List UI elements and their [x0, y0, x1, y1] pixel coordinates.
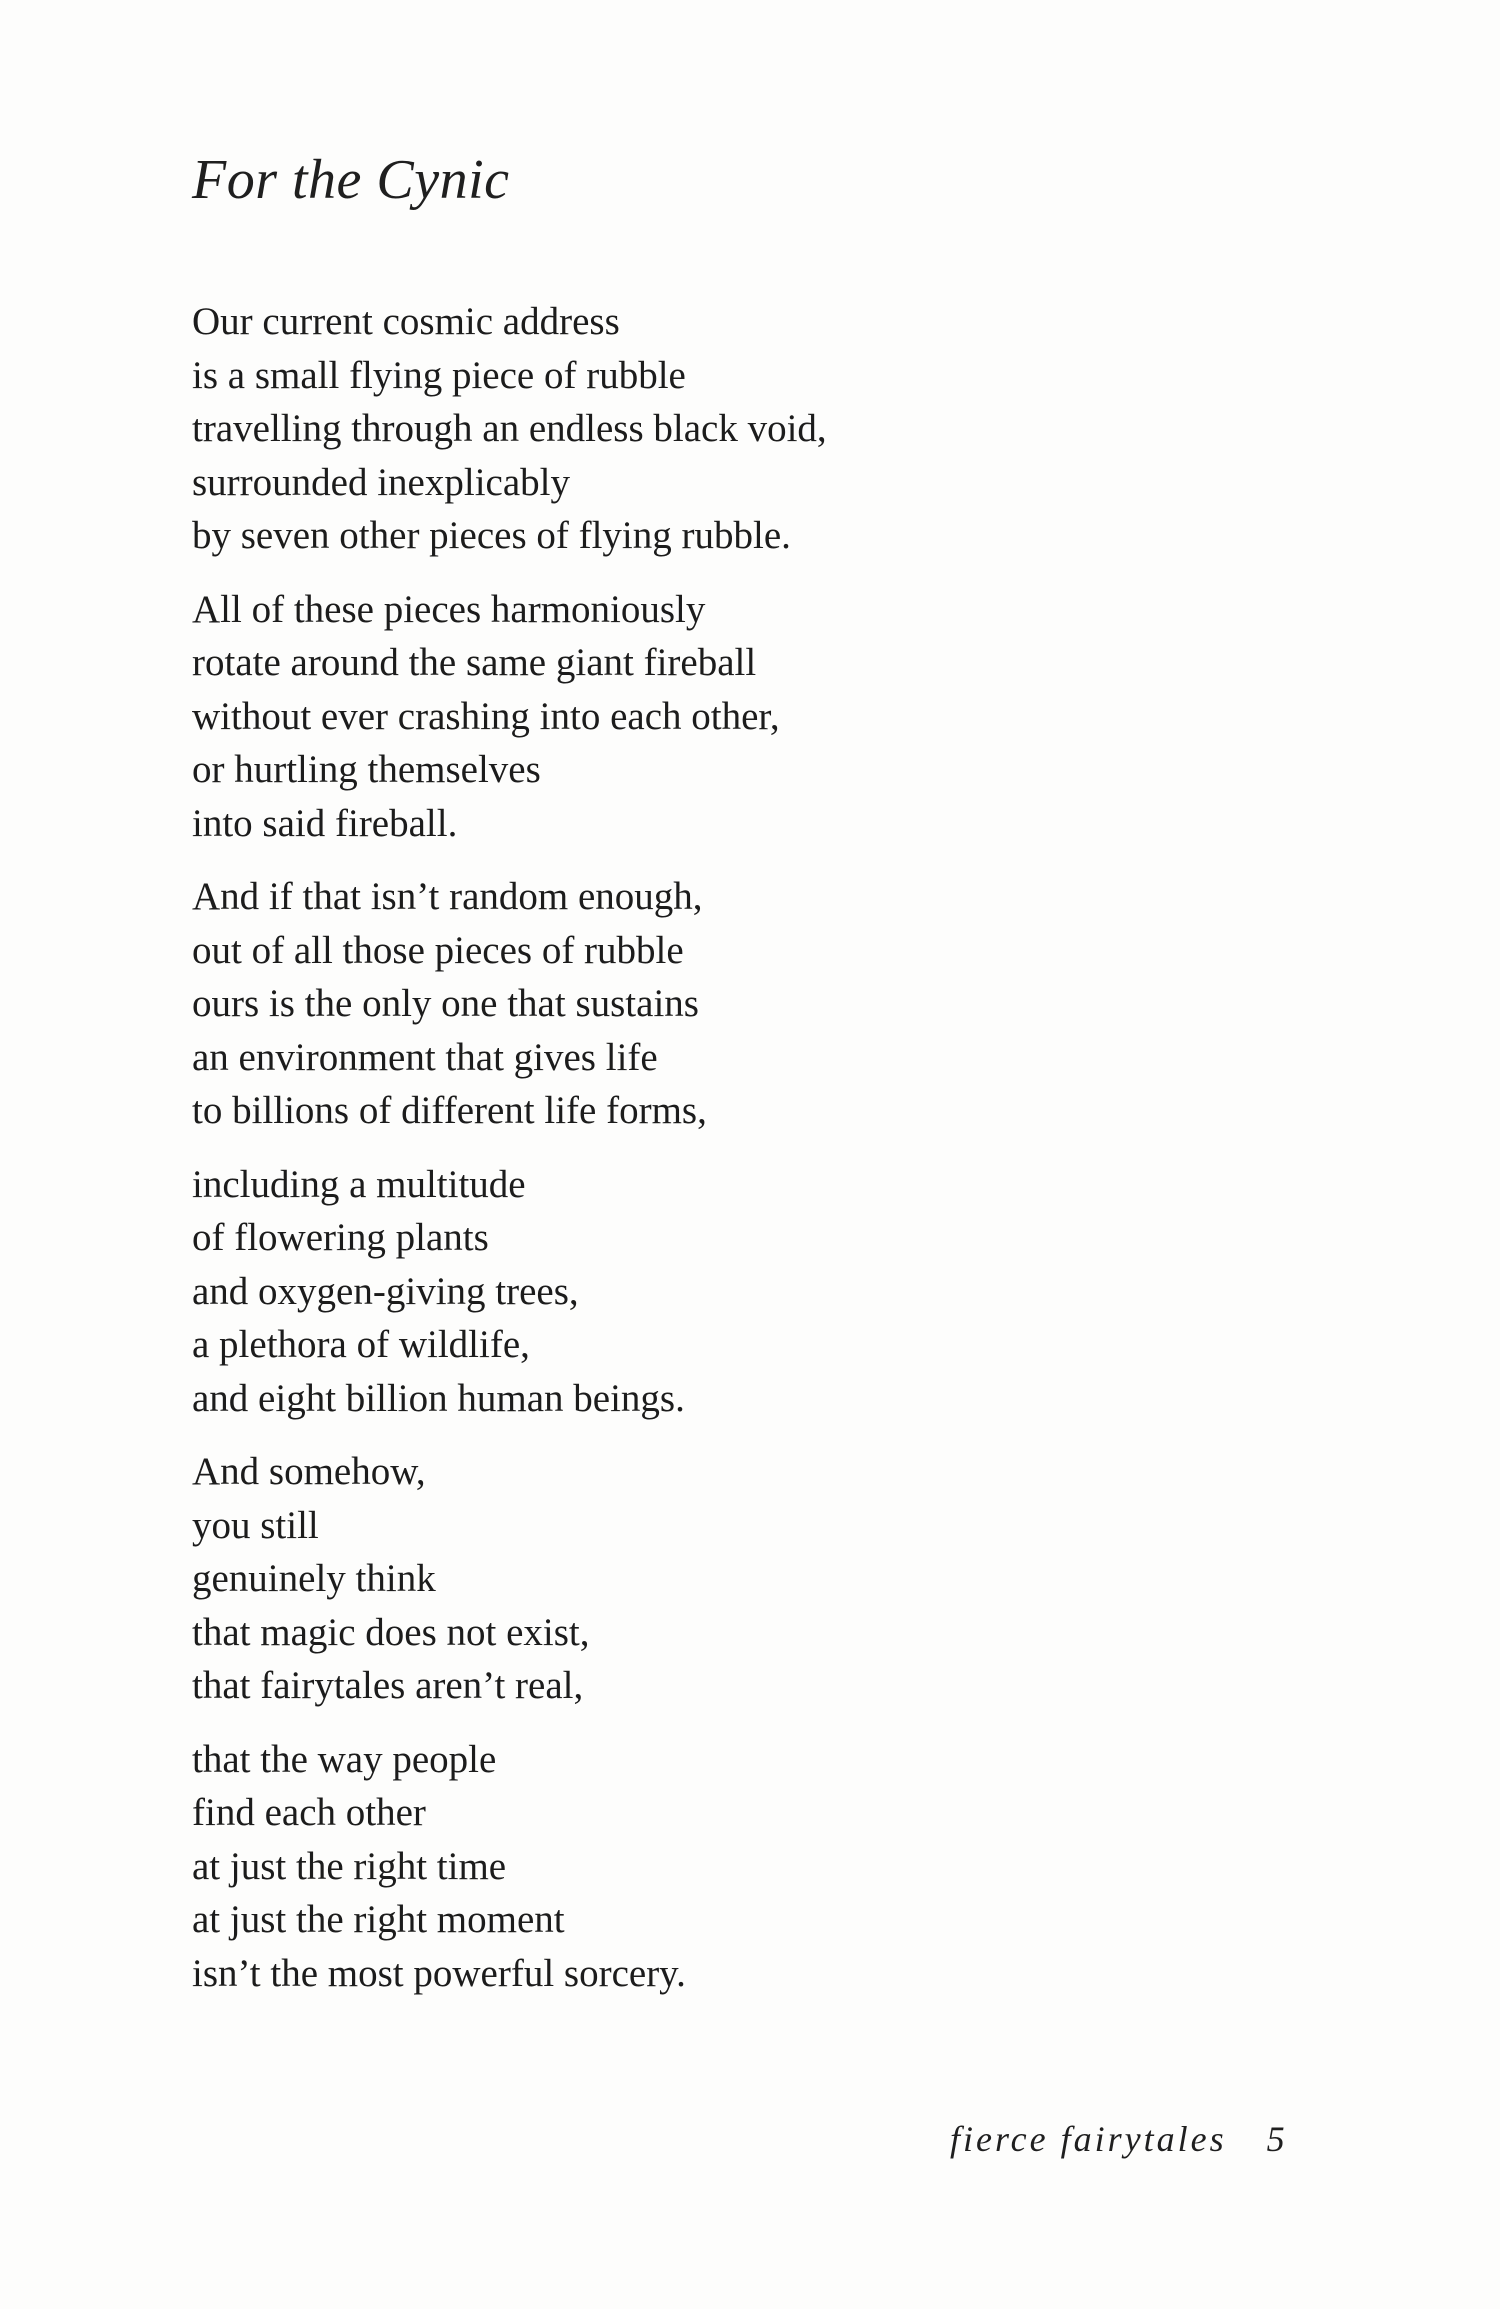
- poem-line: that the way people: [192, 1737, 497, 1781]
- poem-body: [192, 295, 1092, 2020]
- poem-line: by seven other pieces of flying rubble.: [192, 514, 791, 557]
- poem-line: is a small flying piece of rubble: [192, 353, 686, 397]
- page-footer: [950, 2118, 1285, 2178]
- stanza-4: [192, 1158, 1092, 1426]
- poem-line: ours is the only one that sustains: [192, 982, 699, 1025]
- poem-line: All of these pieces harmoniously: [192, 587, 706, 631]
- poem-line: into said fireball.: [192, 801, 458, 845]
- poem-line: rotate around the same giant fireball: [192, 641, 757, 684]
- poem-line: find each other: [192, 1791, 426, 1834]
- poem-line: And if that isn’t random enough,: [192, 875, 703, 918]
- poem-line: isn’t the most powerful sorcery.: [192, 1951, 686, 1995]
- poem-line: out of all those pieces of rubble: [192, 928, 684, 972]
- poem-line: that magic does not exist,: [192, 1610, 590, 1654]
- poem-line: travelling through an endless black void,: [192, 407, 827, 450]
- poem-line: Our current cosmic address: [192, 300, 620, 343]
- page-number: 5: [1266, 2119, 1285, 2159]
- stanza-2: [192, 583, 1092, 851]
- poem-line: an environment that gives life: [192, 1035, 658, 1079]
- poem-line: including a multitude: [192, 1162, 526, 1206]
- stanza-6: [192, 1733, 1092, 2001]
- poem-line: And somehow,: [192, 1450, 426, 1493]
- poem-line: a plethora of wildlife,: [192, 1323, 530, 1366]
- poem-line: at just the right time: [192, 1844, 507, 1888]
- running-title: fierce fairytales: [950, 2119, 1227, 2159]
- poem-line: and oxygen-giving trees,: [192, 1269, 579, 1313]
- stanza-5: [192, 1445, 1092, 1713]
- poem-line: or hurtling themselves: [192, 748, 541, 791]
- poem-line: surrounded inexplicably: [192, 460, 570, 504]
- poem-title: For the Cynic: [192, 149, 510, 211]
- poem-line: to billions of different life forms,: [192, 1089, 707, 1132]
- poem-line: without ever crashing into each other,: [192, 694, 780, 738]
- poem-line: and eight billion human beings.: [192, 1376, 685, 1420]
- poem-line: of flowering plants: [192, 1216, 489, 1259]
- stanza-3: [192, 870, 1092, 1138]
- poem-line: at just the right moment: [192, 1898, 565, 1941]
- poem-line: that fairytales aren’t real,: [192, 1664, 584, 1707]
- stanza-1: [192, 295, 1092, 563]
- poem-line: you still: [192, 1503, 319, 1547]
- poem-line: genuinely think: [192, 1557, 436, 1600]
